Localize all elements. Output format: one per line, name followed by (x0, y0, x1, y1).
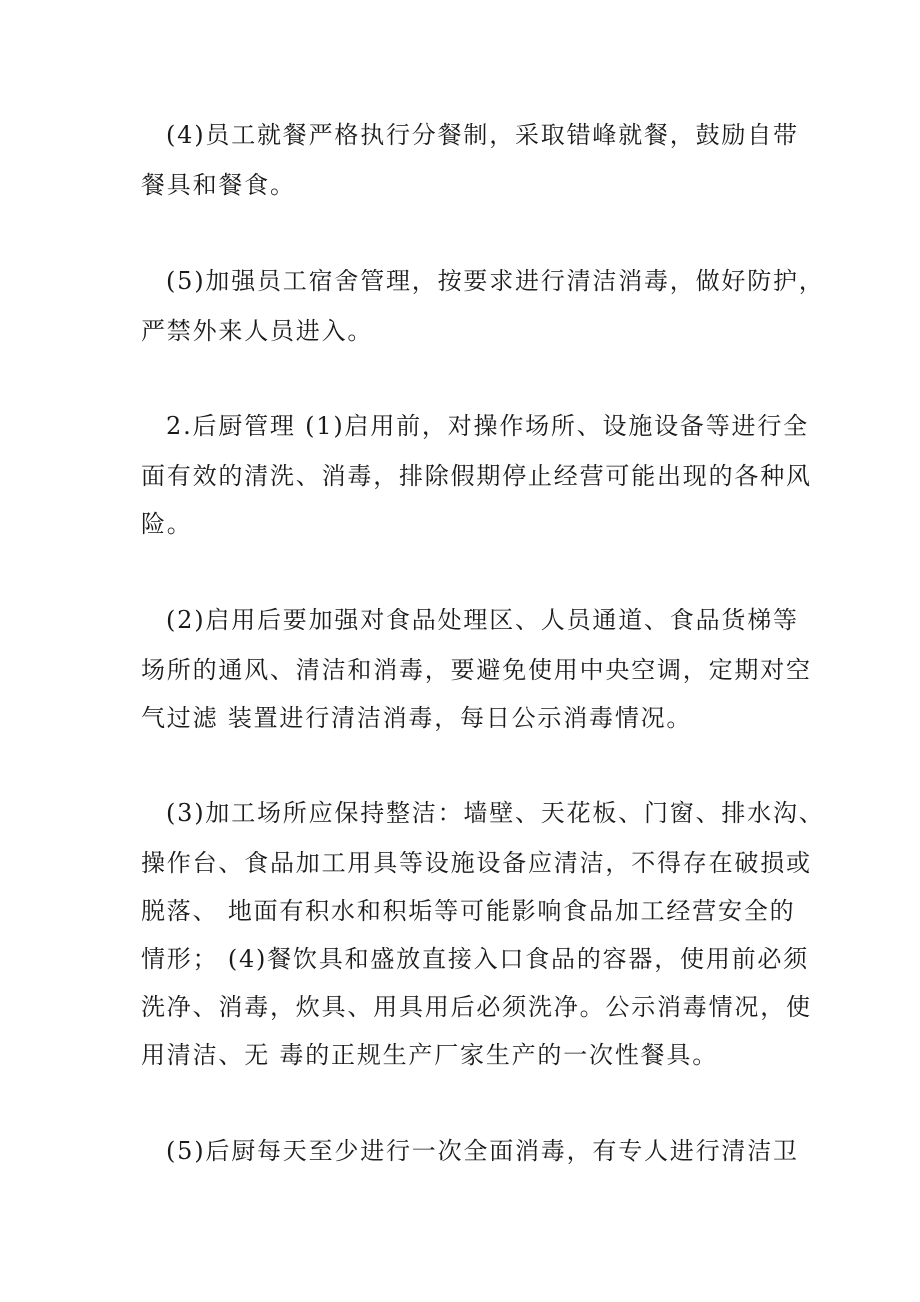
text-line: 脱落、 地面有积水和积垢等可能影响食品加工经营安全的 (141, 897, 796, 925)
text-line: (4)员工就餐严格执行分餐制，采取错峰就餐，鼓励自带 (166, 121, 799, 149)
text-line: 用清洁、无 毒的正规生产厂家生产的一次性餐具。 (141, 1041, 719, 1069)
text-line: (2)启用后要加强对食品处理区、人员通道、食品货梯等 (166, 606, 799, 634)
text-line: 2.后厨管理 (1)启用前，对操作场所、设施设备等进行全 (166, 412, 809, 440)
text-line: 严禁外来人员进入。 (141, 317, 374, 345)
text-line: (5)后厨每天至少进行一次全面消毒，有专人进行清洁卫 (166, 1137, 799, 1165)
text-line: 情形； (4)餐饮具和盛放直接入口食品的容器，使用前必须 (141, 945, 810, 973)
text-line: 面有效的清洗、消毒，排除假期停止经营可能出现的各种风 (141, 462, 812, 490)
text-line: 餐具和餐食。 (141, 171, 296, 199)
text-line: 场所的通风、清洁和消毒，要避免使用中央空调，定期对空 (141, 656, 812, 684)
text-line: 操作台、食品加工用具等设施设备应清洁，不得存在破损或 (141, 849, 812, 877)
text-line: 洗净、消毒，炊具、用具用后必须洗净。公示消毒情况，使 (141, 993, 812, 1021)
text-line: 气过滤 装置进行清洁消毒，每日公示消毒情况。 (141, 704, 693, 732)
text-line: (5)加强员工宿舍管理，按要求进行清洁消毒，做好防护， (166, 267, 825, 295)
text-line: 险。 (141, 510, 193, 538)
text-line: (3)加工场所应保持整洁：墙壁、天花板、门窗、排水沟、 (166, 799, 825, 827)
